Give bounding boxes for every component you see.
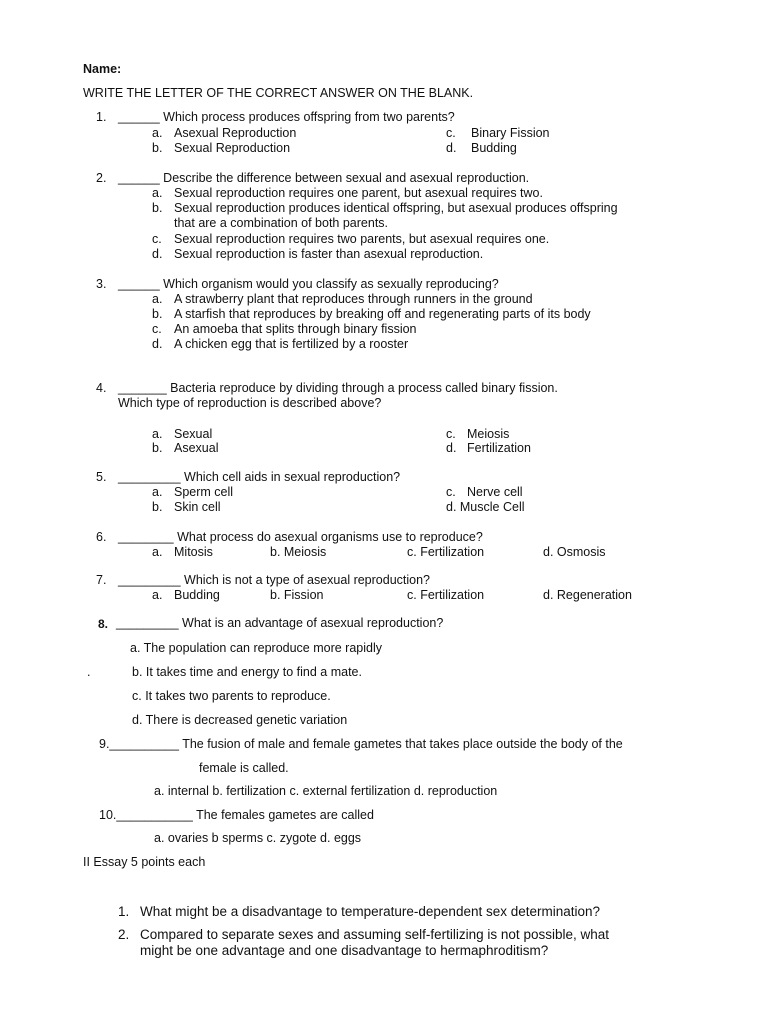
q4-option-b: Asexual <box>174 441 219 455</box>
q1-option-d: Budding <box>471 141 517 155</box>
q3-c-letter: c. <box>152 322 162 336</box>
q8-option-c: c. It takes two parents to reproduce. <box>132 689 331 703</box>
essay-1-text: What might be a disadvantage to temperature-dependent sex determination? <box>140 904 601 919</box>
q3-option-a: A strawberry plant that reproduces through runners in the ground <box>174 292 533 306</box>
q7-option-b: b. Fission <box>270 588 324 602</box>
q6-option-c: c. Fertilization <box>407 545 485 559</box>
q7-text: _________ Which is not a type of asexual reproduction? <box>118 573 431 587</box>
q6-number: 6. <box>96 530 107 544</box>
q5-option-d: d. Muscle Cell <box>446 500 525 514</box>
q1-option-c: Binary Fission <box>471 126 550 140</box>
q7-number: 7. <box>96 573 107 587</box>
q4-number: 4. <box>96 381 107 395</box>
q8-text: _________ What is an advantage of asexual reproduction? <box>116 616 444 630</box>
q4-option-d: Fertilization <box>467 441 531 455</box>
q9-options: a. internal b. fertilization c. external fertilization d. reproduction <box>154 784 498 798</box>
q3-d-letter: d. <box>152 337 163 351</box>
stray-dot: . <box>87 665 91 679</box>
q3-b-letter: b. <box>152 307 163 321</box>
q1-option-b: Sexual Reproduction <box>174 141 291 155</box>
q4-a-letter: a. <box>152 427 163 441</box>
q1-c-letter: c. <box>446 126 456 140</box>
q2-c-letter: c. <box>152 232 162 246</box>
q7-option-c: c. Fertilization <box>407 588 485 602</box>
essay-2-number: 2. <box>118 927 130 942</box>
q3-option-d: A chicken egg that is fertilized by a rooster <box>174 337 409 351</box>
q8-option-a: a. The population can reproduce more rapidly <box>130 641 383 655</box>
essay-heading: II Essay 5 points each <box>83 855 206 869</box>
q1-option-a: Asexual Reproduction <box>174 126 297 140</box>
essay-2-text-line2: might be one advantage and one disadvantage to hermaphroditism? <box>140 943 549 958</box>
q2-option-b-line1: Sexual reproduction produces identical offspring, but asexual produces offspring <box>174 201 618 215</box>
q4-d-letter: d. <box>446 441 457 455</box>
q6-option-a: Mitosis <box>174 545 213 559</box>
q7-option-d: d. Regeneration <box>543 588 632 602</box>
q6-option-d: d. Osmosis <box>543 545 606 559</box>
q4-b-letter: b. <box>152 441 163 455</box>
q4-text-line2: Which type of reproduction is described above? <box>118 396 382 410</box>
q5-number: 5. <box>96 470 107 484</box>
q5-c-letter: c. <box>446 485 456 499</box>
q5-b-letter: b. <box>152 500 163 514</box>
q10-text: 10.___________ The females gametes are called <box>99 808 374 822</box>
q1-a-letter: a. <box>152 126 163 140</box>
q10-options: a. ovaries b sperms c. zygote d. eggs <box>154 831 362 845</box>
q2-option-b-line2: that are a combination of both parents. <box>174 216 389 230</box>
name-label: Name: <box>83 62 122 76</box>
q4-option-a: Sexual <box>174 427 213 441</box>
q2-a-letter: a. <box>152 186 163 200</box>
essay-2-text-line1: Compared to separate sexes and assuming self-fertilizing is not possible, what <box>140 927 609 942</box>
q3-option-c: An amoeba that splits through binary fission <box>174 322 417 336</box>
q4-option-c: Meiosis <box>467 427 510 441</box>
q2-b-letter: b. <box>152 201 163 215</box>
q2-option-d: Sexual reproduction is faster than asexual reproduction. <box>174 247 484 261</box>
q7-a-letter: a. <box>152 588 163 602</box>
q2-option-c: Sexual reproduction requires two parents, but asexual requires one. <box>174 232 550 246</box>
essay-1-number: 1. <box>118 904 130 919</box>
q5-text: _________ Which cell aids in sexual reproduction? <box>118 470 401 484</box>
q2-number: 2. <box>96 171 107 185</box>
q3-text: ______ Which organism would you classify as sexually reproducing? <box>118 277 499 291</box>
q8-option-b: b. It takes time and energy to find a mate. <box>132 665 362 679</box>
q2-text: ______ Describe the difference between sexual and asexual reproduction. <box>118 171 530 185</box>
q5-option-c: Nerve cell <box>467 485 523 499</box>
q8-option-d: d. There is decreased genetic variation <box>132 713 348 727</box>
q7-option-a: Budding <box>174 588 220 602</box>
q5-option-a: Sperm cell <box>174 485 234 499</box>
q2-option-a: Sexual reproduction requires one parent, but asexual requires two. <box>174 186 543 200</box>
q9-text-line1: 9.__________ The fusion of male and female gametes that takes place outside the body of the <box>99 737 623 751</box>
q2-d-letter: d. <box>152 247 163 261</box>
q1-text: ______ Which process produces offspring from two parents? <box>118 110 455 124</box>
q5-a-letter: a. <box>152 485 163 499</box>
q3-option-b: A starfish that reproduces by breaking off and regenerating parts of its body <box>174 307 591 321</box>
q1-b-letter: b. <box>152 141 163 155</box>
q3-number: 3. <box>96 277 107 291</box>
q8-number: 8. <box>98 617 109 631</box>
q6-option-b: b. Meiosis <box>270 545 327 559</box>
q6-text: ________ What process do asexual organisms use to reproduce? <box>118 530 483 544</box>
q5-option-b: Skin cell <box>174 500 221 514</box>
q1-number: 1. <box>96 110 107 124</box>
instruction: WRITE THE LETTER OF THE CORRECT ANSWER ON THE BLANK. <box>83 86 474 100</box>
q4-c-letter: c. <box>446 427 456 441</box>
q1-d-letter: d. <box>446 141 457 155</box>
q9-text-line2: female is called. <box>199 761 289 775</box>
q4-text-line1: _______ Bacteria reproduce by dividing through a process called binary fission. <box>118 381 558 395</box>
q3-a-letter: a. <box>152 292 163 306</box>
q6-a-letter: a. <box>152 545 163 559</box>
